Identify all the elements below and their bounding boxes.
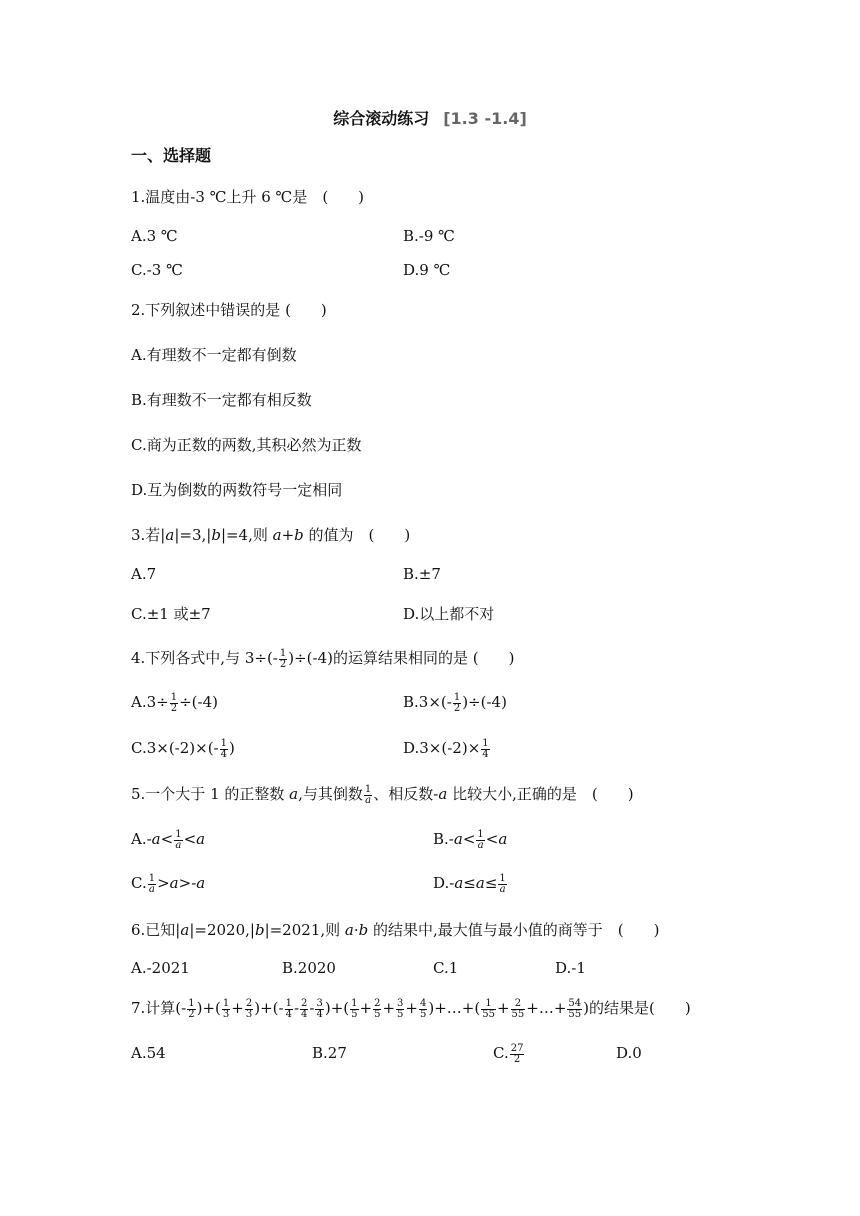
title-range: [1.3 -1.4] <box>443 109 527 128</box>
q7-option-d: D.0 <box>616 1044 642 1062</box>
q3-option-a: A.7 <box>131 565 157 583</box>
q7-option-b: B.27 <box>312 1044 347 1062</box>
q5-stem: 5.一个大于 1 的正整数 a,与其倒数 $\frac{1}{a}$ 、相反数-a 比较大小,正确的是 ( ) <box>131 783 634 806</box>
page-title <box>0 106 860 129</box>
q4-option-d: D.3×(-2)× $\frac{1}{4}$ <box>403 737 489 760</box>
q6-stem: 6.已知|a|=2020,|b|=2021,则 a·b 的结果中,最大值与最小值的商等于 ( ) <box>131 921 660 939</box>
title-text: 综合滚动练习 <box>333 109 430 128</box>
q1-option-c: C.-3 ℃ <box>131 261 183 279</box>
q3-stem: 3.若|a|=3,|b|=4,则 a+b 的值为 ( ) <box>131 526 411 544</box>
q4-option-b: B.3×(- $\frac{1}{2}$ )÷(-4) <box>403 691 507 714</box>
q2-option-b: B.有理数不一定都有相反数 <box>131 391 312 409</box>
q1-stem: 1.温度由-3 ℃上升 6 ℃是 ( ) <box>131 188 365 206</box>
q3-option-d: D.以上都不对 <box>403 605 495 623</box>
q7-stem: 7.计算(- $\frac{1}{2}$ )+( $\frac{1}{3}$ + $\frac{2}{3}$ )+(- $\frac{1}{4}$ - $\frac{2}{4}$ - $\frac{3}{4}$ )+( $\frac{1}{5}$ + $\frac{2}{5}$ + $\frac{3}{5}$ + $\frac{4}{5}$ )+…+( $\frac{1}{55}$ + $\frac{2}{55}$ +…+ $\frac{54}{55}$ )的结果是( ) <box>131 997 691 1020</box>
q4-stem: 4.下列各式中,与 3÷(- $\frac{1}{2}$ )÷(-4)的运算结果相同的是 ( ) <box>131 647 515 670</box>
q2-option-d: D.互为倒数的两数符号一定相同 <box>131 481 343 499</box>
q2-stem: 2.下列叙述中错误的是 ( ) <box>131 301 327 319</box>
q3-option-c: C.±1 或±7 <box>131 605 211 623</box>
q2-option-c: C.商为正数的两数,其积必然为正数 <box>131 436 362 454</box>
q6-option-c: C.1 <box>433 959 459 977</box>
q6-option-d: D.-1 <box>555 959 586 977</box>
q1-option-b: B.-9 ℃ <box>403 227 455 245</box>
q5-option-b: B.-a< $\frac{1}{a}$ <a <box>433 828 508 851</box>
q7-option-a: A.54 <box>131 1044 166 1062</box>
q4-option-a: A.3÷ $\frac{1}{2}$ ÷(-4) <box>131 691 218 714</box>
q4-option-c: C.3×(-2)×(- $\frac{1}{4}$ ) <box>131 737 235 760</box>
q6-option-a: A.-2021 <box>131 959 190 977</box>
q2-option-a: A.有理数不一定都有倒数 <box>131 346 297 364</box>
q5-option-d: D.-a≤a≤ $\frac{1}{a}$ <box>433 872 506 895</box>
q5-option-c: C. $\frac{1}{a}$ >a>-a <box>131 872 206 895</box>
section-heading: 一、选择题 <box>131 146 212 165</box>
q1-option-a: A.3 ℃ <box>131 227 178 245</box>
q5-option-a: A.-a< $\frac{1}{a}$ <a <box>131 828 206 851</box>
q1-option-d: D.9 ℃ <box>403 261 451 279</box>
q6-option-b: B.2020 <box>282 959 336 977</box>
q7-option-c: C. $\frac{27}{2}$ <box>493 1042 524 1065</box>
q3-option-b: B.±7 <box>403 565 441 583</box>
